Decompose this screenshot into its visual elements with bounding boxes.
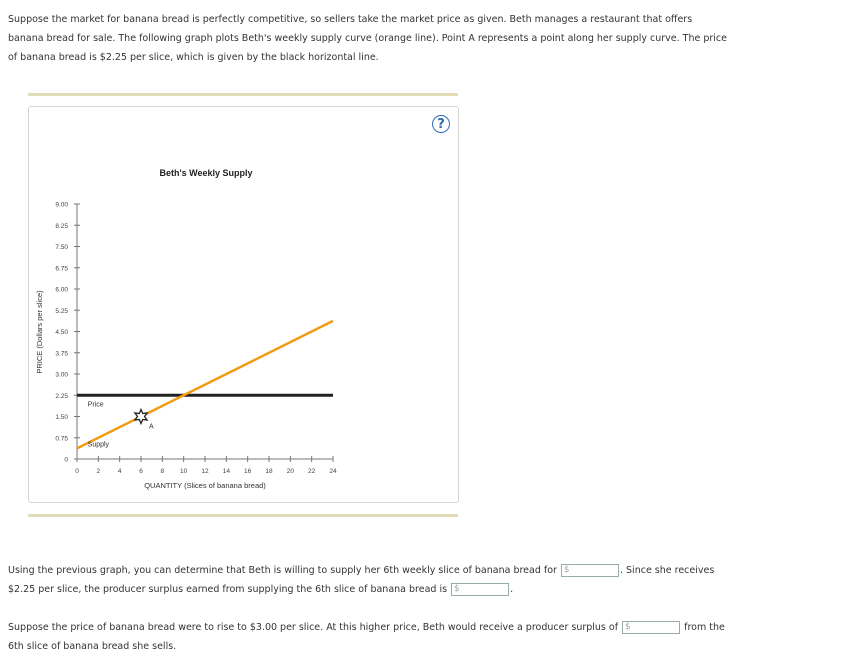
chart-title: Beth's Weekly Supply xyxy=(159,168,253,178)
x-tick-label: 22 xyxy=(308,468,316,475)
intro-line-3: of banana bread is $2.25 per slice, which is given by the black horizontal line. xyxy=(8,52,379,63)
question-2-text-c: 6th slice of banana bread she sells. xyxy=(8,641,177,652)
supply-line xyxy=(77,321,333,449)
y-tick-label: 2.25 xyxy=(55,392,68,400)
intro-text xyxy=(8,10,838,67)
y-tick-label: 6.00 xyxy=(55,286,68,294)
x-axis-label: QUANTITY (Slices of banana bread) xyxy=(144,481,266,490)
question-1-text-c: $2.25 per slice, the producer surplus earned from supplying the 6th slice of banana bread is xyxy=(8,584,448,595)
supply-line-label: Supply xyxy=(87,441,110,449)
x-tick-label: 6 xyxy=(139,468,143,475)
y-tick-label: 7.50 xyxy=(55,244,68,251)
x-tick-label: 16 xyxy=(244,468,252,475)
y-tick-label: 3.00 xyxy=(55,371,68,379)
price-line-label: Price xyxy=(87,401,104,409)
supply-chart xyxy=(29,107,458,502)
y-tick-label: 6.75 xyxy=(55,265,68,273)
x-tick-label: 0 xyxy=(75,468,79,475)
y-tick-label: 9.00 xyxy=(55,201,68,209)
graph-panel xyxy=(28,106,459,503)
point-a-label: A xyxy=(149,423,154,431)
y-tick-label: 0 xyxy=(64,456,68,464)
question-1-text-d: . xyxy=(510,584,514,595)
x-tick-label: 8 xyxy=(160,468,165,475)
top-divider xyxy=(28,93,458,96)
point-a-marker xyxy=(135,410,147,424)
sixth-slice-price-input[interactable] xyxy=(561,564,619,577)
x-tick-label: 24 xyxy=(329,468,337,475)
question-1-text-b: . Since she receives xyxy=(619,565,715,576)
x-tick-label: 20 xyxy=(286,468,294,475)
y-tick-label: 5.25 xyxy=(55,307,68,315)
x-tick-label: 2 xyxy=(96,468,101,475)
y-tick-label: 1.50 xyxy=(55,414,68,421)
y-tick-label: 8.25 xyxy=(55,222,68,230)
x-tick-label: 14 xyxy=(222,468,230,475)
intro-line-1: Suppose the market for banana bread is perfectly competitive, so sellers take the market price as given. Beth manages a restaurant that offers xyxy=(8,14,693,25)
y-tick-label: 0.75 xyxy=(55,435,68,443)
question-1-text-a: Using the previous graph, you can determine that Beth is willing to supply her 6th weekly slice of banana bread for xyxy=(8,565,557,576)
y-tick-label: 3.75 xyxy=(55,350,68,358)
question-2-text-a: Suppose the price of banana bread were to rise to $3.00 per slice. At this higher price, Beth would receive a producer surplus of xyxy=(8,622,619,633)
help-icon[interactable]: ? xyxy=(432,115,450,133)
intro-line-2: banana bread for sale. The following graph plots Beth's weekly supply curve (orange line). Point A represents a point along her supply curve. The price xyxy=(8,33,728,44)
question-1 xyxy=(8,561,714,599)
dollar-prefix: $ xyxy=(454,584,460,594)
x-tick-label: 18 xyxy=(265,468,273,475)
higher-price-surplus-input[interactable] xyxy=(622,621,680,634)
y-axis-label: PRICE (Dollars per slice) xyxy=(35,290,44,374)
question-2-text-b: from the xyxy=(684,622,725,633)
question-2 xyxy=(8,618,725,656)
y-tick-label: 4.50 xyxy=(55,329,68,336)
producer-surplus-input[interactable] xyxy=(451,583,509,596)
bottom-divider xyxy=(28,514,458,517)
dollar-prefix: $ xyxy=(563,565,570,575)
dollar-prefix: $ xyxy=(625,622,631,632)
x-tick-label: 10 xyxy=(180,468,188,475)
x-tick-label: 12 xyxy=(201,468,209,475)
x-tick-label: 4 xyxy=(117,468,122,475)
